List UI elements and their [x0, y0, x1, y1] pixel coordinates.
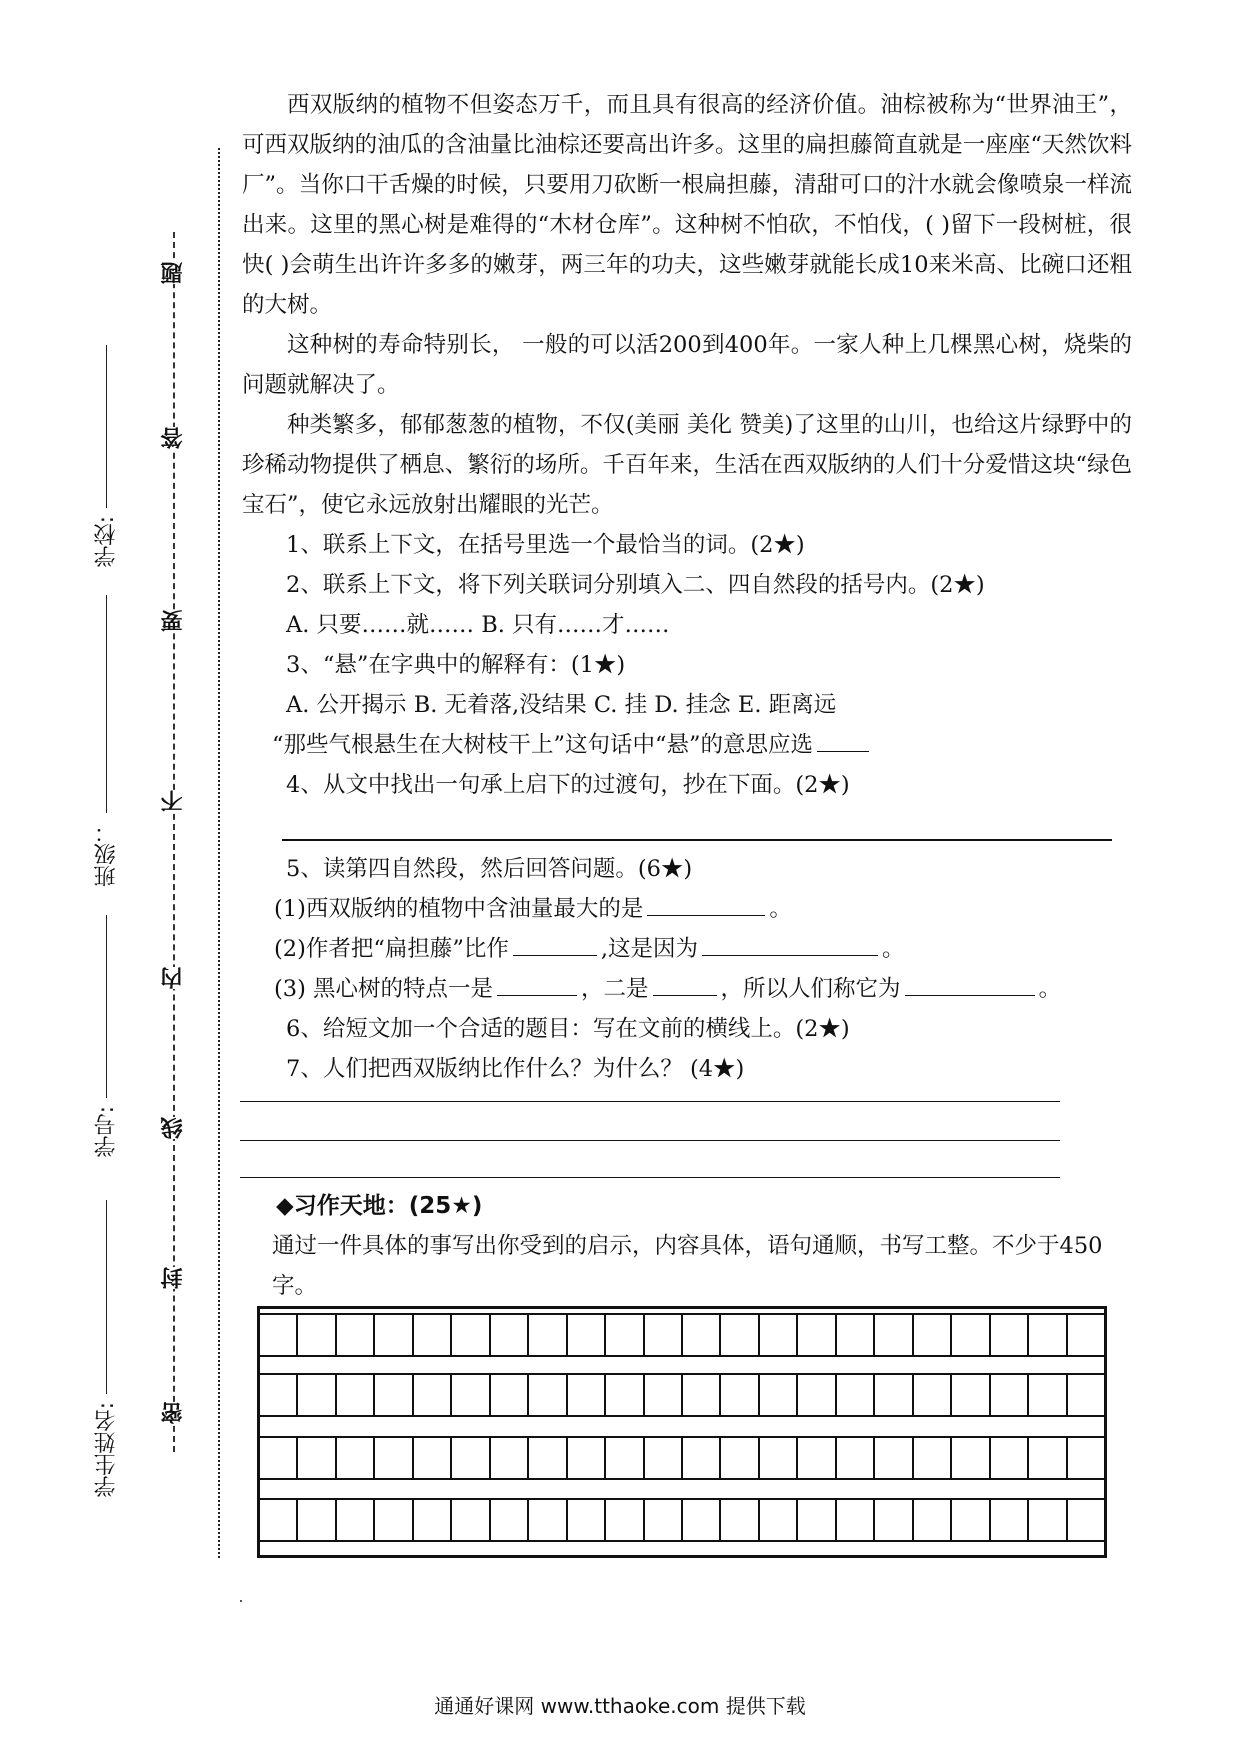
answer-blank[interactable] [905, 971, 1035, 996]
question-3-options: A. 公开揭示 B. 无着落,没结果 C. 挂 D. 挂念 E. 距离远 [286, 692, 837, 718]
grid-cell[interactable] [683, 1438, 721, 1478]
class-label: 班级： [93, 821, 119, 887]
writing-section-title: ◆习作天地：(25★) [276, 1193, 483, 1219]
grid-cell[interactable] [375, 1375, 413, 1415]
grid-cell[interactable] [760, 1375, 798, 1415]
question-5: 5、读第四自然段，然后回答问题。(6★) [286, 856, 693, 882]
grid-row [260, 1436, 1104, 1480]
grid-cell[interactable] [837, 1315, 875, 1355]
grid-cell[interactable] [991, 1438, 1029, 1478]
grid-cell[interactable] [606, 1500, 644, 1540]
question-3-prompt-line [242, 725, 1132, 765]
seal-char: 线 [161, 1117, 186, 1139]
grid-cell[interactable] [645, 1500, 683, 1540]
seal-line [160, 232, 188, 1452]
grid-cell[interactable] [337, 1438, 375, 1478]
grid-cell[interactable] [914, 1438, 952, 1478]
answer-blank[interactable] [653, 971, 717, 996]
grid-cell[interactable] [606, 1315, 644, 1355]
grid-cell[interactable] [298, 1438, 336, 1478]
question-3: 3、“悬”在字典中的解释有：(1★) [286, 652, 626, 678]
grid-cell[interactable] [991, 1500, 1029, 1540]
period: 。 [882, 936, 905, 962]
class-field-line [106, 595, 107, 813]
class-field [84, 595, 128, 895]
grid-row [260, 1313, 1104, 1357]
question-5-2-reason: ,这是因为 [600, 936, 699, 962]
grid-row [260, 1498, 1104, 1542]
grid-cell[interactable] [298, 1315, 336, 1355]
grid-cell[interactable] [260, 1315, 298, 1355]
grid-cell[interactable] [529, 1500, 567, 1540]
grid-cell[interactable] [721, 1500, 759, 1540]
grid-row [260, 1373, 1104, 1417]
grid-cell[interactable] [837, 1438, 875, 1478]
grid-cell[interactable] [683, 1500, 721, 1540]
reading-paragraph: 种类繁多，郁郁葱葱的植物，不仅(美丽 美化 赞美)了这里的山川，也给这片绿野中的珍稀动物提供了栖息、繁衍的场所。千百年来，生活在西双版纳的人们十分爱惜这块“绿色宝石”，使它永远放射出耀眼的光芒。 [242, 412, 1132, 518]
grid-cell[interactable] [298, 1500, 336, 1540]
grid-cell[interactable] [760, 1500, 798, 1540]
grid-cell[interactable] [414, 1500, 452, 1540]
question-5-2-label: (2)作者把“扁担藤”比作 [274, 936, 509, 962]
question-6: 6、给短文加一个合适的题目：写在文前的横线上。(2★) [286, 1016, 850, 1042]
grid-cell[interactable] [875, 1375, 913, 1415]
grid-cell[interactable] [1068, 1315, 1104, 1355]
grid-cell[interactable] [645, 1375, 683, 1415]
answer-blank[interactable] [513, 931, 597, 956]
reading-paragraph: 这种树的寿命特别长， 一般的可以活200到400年。一家人种上几棵黑心树，烧柴的问题就解决了。 [242, 332, 1132, 398]
grid-cell[interactable] [798, 1375, 836, 1415]
question-1: 1、联系上下文，在括号里选一个最恰当的词。(2★) [286, 532, 805, 558]
answer-blank[interactable] [647, 891, 765, 916]
period: 。 [1038, 976, 1062, 1002]
grid-cell[interactable] [491, 1375, 529, 1415]
grid-cell[interactable] [645, 1315, 683, 1355]
grid-cell[interactable] [721, 1375, 759, 1415]
question-3-prompt: “那些气根悬生在大树枝干上”这句话中“悬”的意思应选 [272, 732, 814, 758]
grid-cell[interactable] [952, 1375, 990, 1415]
seal-char: 封 [161, 1267, 186, 1289]
grid-cell[interactable] [837, 1500, 875, 1540]
question-4: 4、从文中找出一句承上启下的过渡句，抄在下面。(2★) [286, 772, 850, 798]
grid-cell[interactable] [491, 1500, 529, 1540]
grid-cell[interactable] [1068, 1438, 1104, 1478]
seal-char: 内 [161, 967, 186, 989]
student-number-field-line [106, 915, 107, 1098]
grid-cell[interactable] [606, 1375, 644, 1415]
grid-cell[interactable] [760, 1315, 798, 1355]
period: 。 [769, 896, 792, 922]
grid-cell[interactable] [798, 1315, 836, 1355]
school-label: 学校: [93, 515, 119, 567]
school-field-line [106, 345, 107, 508]
student-name-field-line [106, 1200, 107, 1394]
grid-cell[interactable] [798, 1500, 836, 1540]
grid-cell[interactable] [1029, 1315, 1067, 1355]
question-2: 2、联系上下文，将下列关联词分别填入二、四自然段的括号内。(2★) [286, 572, 985, 598]
grid-cell[interactable] [298, 1375, 336, 1415]
grid-cell[interactable] [491, 1438, 529, 1478]
grid-cell[interactable] [452, 1315, 490, 1355]
grid-cell[interactable] [875, 1315, 913, 1355]
grid-cell[interactable] [337, 1315, 375, 1355]
grid-cell[interactable] [375, 1438, 413, 1478]
grid-cell[interactable] [606, 1438, 644, 1478]
seal-char: 密 [161, 1402, 186, 1424]
question-7: 7、人们把西双版纳比作什么？为什么？ (4★) [286, 1056, 745, 1082]
grid-cell[interactable] [414, 1375, 452, 1415]
grid-cell[interactable] [721, 1315, 759, 1355]
grid-cell[interactable] [529, 1375, 567, 1415]
student-name-field [84, 1200, 128, 1505]
grid-cell[interactable] [721, 1438, 759, 1478]
grid-cell[interactable] [260, 1375, 298, 1415]
question-5-3-label: (3) 黑心树的特点一是 [274, 976, 494, 1002]
student-number-label: 学号: [93, 1105, 119, 1157]
question-2-options: A. 只要……就…… B. 只有……才…… [286, 612, 670, 638]
question-5-2-line [242, 929, 1132, 969]
scan-speck [240, 1600, 242, 1602]
answer-blank[interactable] [702, 931, 878, 956]
grid-cell[interactable] [1029, 1375, 1067, 1415]
composition-grid [257, 1306, 1107, 1558]
grid-cell[interactable] [452, 1500, 490, 1540]
question-5-3-line [242, 969, 1132, 1009]
writing-requirement: 通过一件具体的事写出你受到的启示，内容具体，语句通顺，书写工整。不少于450字。 [272, 1233, 1103, 1299]
grid-cell[interactable] [452, 1438, 490, 1478]
grid-cell[interactable] [875, 1438, 913, 1478]
grid-cell[interactable] [991, 1375, 1029, 1415]
grid-cell[interactable] [337, 1500, 375, 1540]
seal-char: 答 [161, 427, 186, 449]
reading-paragraph: 西双版纳的植物不但姿态万千，而且具有很高的经济价值。油棕被称为“世界油王”，可西双版纳的油瓜的含油量比油棕还要高出许多。这里的扁担藤简直就是一座座“天然饮料厂”。当你口干舌燥的时候，只要用刀砍断一根扁担藤，清甜可口的汁水就会像喷泉一样流出来。这里的黑心树是难得的“木材仓库”。这种树不怕砍，不怕伐，( )留下一段树桩，很快( )会萌生出许许多多的嫩芽，两三年的功夫，这些嫩芽就能长成10来米高、比碗口还粗的大树。 [242, 92, 1132, 318]
grid-cell[interactable] [568, 1438, 606, 1478]
grid-cell[interactable] [798, 1438, 836, 1478]
seal-char: 题 [161, 262, 186, 284]
answer-blank[interactable] [817, 727, 869, 752]
grid-cell[interactable] [260, 1438, 298, 1478]
student-number-field [84, 915, 128, 1165]
main-content [242, 85, 1132, 1340]
answer-blank[interactable] [497, 971, 577, 996]
grid-cell[interactable] [760, 1438, 798, 1478]
grid-cell[interactable] [952, 1438, 990, 1478]
binding-cut-line [218, 148, 220, 1558]
school-field [84, 345, 128, 575]
question-4-answer-area [242, 805, 1132, 839]
seal-char: 要 [161, 610, 186, 632]
grid-cell[interactable] [645, 1438, 683, 1478]
question-5-1: (1)西双版纳的植物中含油量最大的是 [274, 896, 644, 922]
grid-cell[interactable] [952, 1315, 990, 1355]
grid-cell[interactable] [1029, 1500, 1067, 1540]
grid-cell[interactable] [914, 1500, 952, 1540]
grid-cell[interactable] [375, 1315, 413, 1355]
grid-cell[interactable] [991, 1315, 1029, 1355]
grid-cell[interactable] [491, 1315, 529, 1355]
grid-cell[interactable] [683, 1375, 721, 1415]
grid-cell[interactable] [683, 1315, 721, 1355]
grid-cell[interactable] [375, 1500, 413, 1540]
grid-cell[interactable] [1029, 1438, 1067, 1478]
grid-cell[interactable] [837, 1375, 875, 1415]
question-5-1-line [242, 889, 1132, 929]
seal-char: 不 [161, 790, 186, 812]
grid-cell[interactable] [875, 1500, 913, 1540]
grid-cell[interactable] [337, 1375, 375, 1415]
grid-cell[interactable] [568, 1315, 606, 1355]
grid-cell[interactable] [1068, 1500, 1104, 1540]
grid-cell[interactable] [568, 1375, 606, 1415]
footer-credit: 通通好课网 www.tthaoke.com 提供下载 [434, 1694, 806, 1718]
grid-cell[interactable] [568, 1500, 606, 1540]
grid-cell[interactable] [414, 1438, 452, 1478]
grid-cell[interactable] [529, 1438, 567, 1478]
grid-cell[interactable] [952, 1500, 990, 1540]
grid-cell[interactable] [914, 1315, 952, 1355]
grid-cell[interactable] [1068, 1375, 1104, 1415]
question-5-3-third: ，所以人们称它为 [720, 976, 901, 1002]
grid-cell[interactable] [914, 1375, 952, 1415]
student-name-label: 学生姓名: [93, 1401, 119, 1497]
grid-cell[interactable] [260, 1500, 298, 1540]
grid-cell[interactable] [414, 1315, 452, 1355]
grid-cell[interactable] [529, 1315, 567, 1355]
question-5-3-second: ，二是 [581, 976, 649, 1002]
grid-cell[interactable] [452, 1375, 490, 1415]
